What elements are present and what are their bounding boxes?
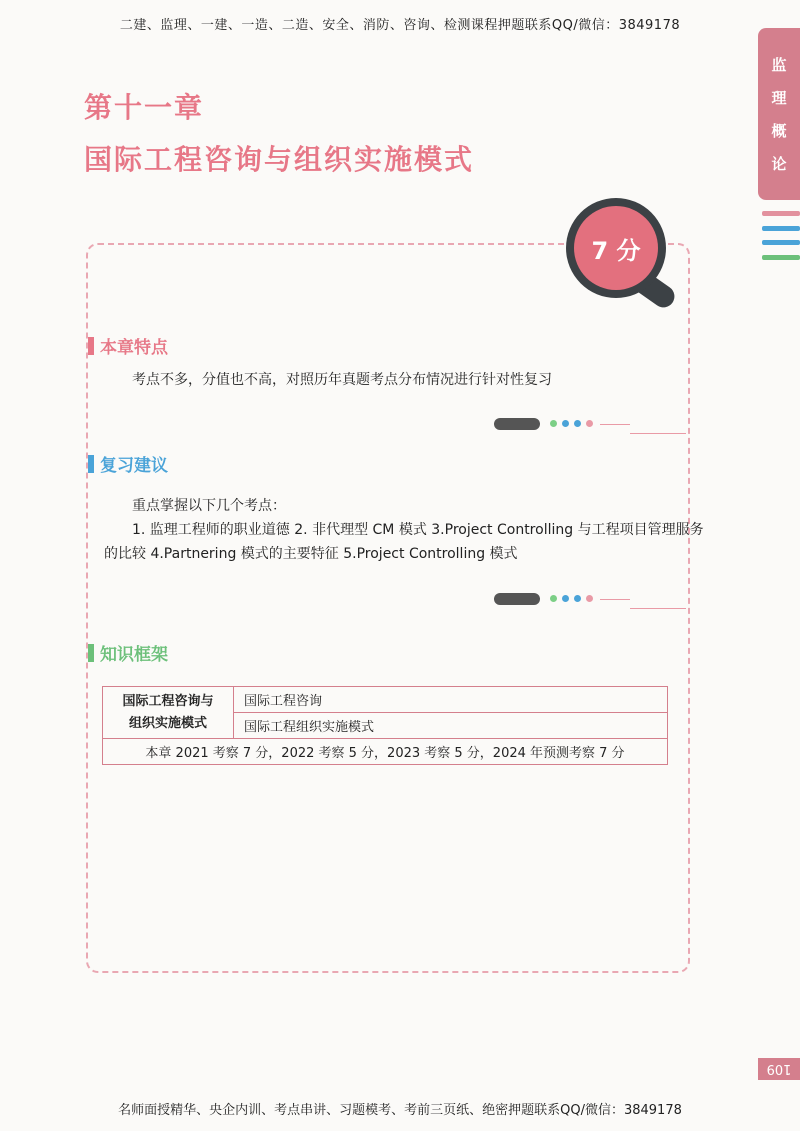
divider-line — [600, 424, 630, 425]
section-marker — [88, 455, 94, 473]
side-tab-char: 监 — [771, 56, 787, 74]
divider-dot — [586, 595, 593, 602]
section-heading-features — [88, 333, 168, 358]
section-title: 知识框架 — [100, 645, 168, 665]
score-badge: 7 分 — [574, 206, 658, 290]
side-stripe — [762, 255, 800, 260]
features-text: 考点不多，分值也不高，对照历年真题考点分布情况进行针对性复习 — [132, 372, 552, 388]
advice-intro: 重点掌握以下几个考点： — [132, 498, 286, 514]
divider-line — [630, 608, 686, 609]
side-tab — [758, 28, 800, 200]
chapter-number: 第十一章 — [84, 91, 205, 124]
advice-line: 1. 监理工程师的职业道德 2. 非代理型 CM 模式 3.Project Controlling 与工程项目管理服务 — [132, 522, 704, 538]
side-stripe — [762, 211, 800, 216]
chapter-title: 国际工程咨询与组织实施模式 — [84, 143, 475, 176]
framework-item: 国际工程组织实施模式 — [234, 713, 668, 739]
divider-dot — [550, 420, 557, 427]
divider-line — [630, 433, 686, 434]
divider-dot — [574, 420, 581, 427]
divider-dot — [562, 595, 569, 602]
divider-dot — [574, 595, 581, 602]
content-frame — [86, 243, 690, 973]
divider-pill — [494, 418, 540, 430]
advice-line: 的比较 4.Partnering 模式的主要特征 5.Project Controlling 模式 — [104, 546, 518, 562]
section-marker — [88, 337, 94, 355]
framework-root-line: 国际工程咨询与 — [122, 693, 214, 709]
section-marker — [88, 644, 94, 662]
framework-root-line: 组织实施模式 — [128, 715, 207, 731]
header-advertisement: 二建、监理、一建、一造、二造、安全、消防、咨询、检测课程押题联系QQ/微信：3849178 — [119, 18, 681, 33]
framework-item: 国际工程咨询 — [234, 687, 668, 713]
section-title: 复习建议 — [100, 456, 168, 476]
section-heading-advice — [88, 451, 168, 476]
side-stripe — [762, 240, 800, 245]
section-title: 本章特点 — [100, 338, 168, 358]
section-heading-framework — [88, 640, 168, 665]
divider-pill — [494, 593, 540, 605]
divider-line — [600, 599, 630, 600]
side-tab-char: 论 — [771, 155, 787, 173]
divider-dot — [586, 420, 593, 427]
divider-dot — [562, 420, 569, 427]
knowledge-framework-table — [102, 686, 668, 765]
side-tab-char: 理 — [771, 89, 787, 107]
footer-advertisement: 名师面授精华、央企内训、考点串讲、习题模考、考前三页纸、绝密押题联系QQ/微信：3849178 — [118, 1103, 682, 1118]
framework-root — [103, 687, 234, 739]
page-number: 109 — [758, 1058, 800, 1080]
side-stripe — [762, 226, 800, 231]
divider-dot — [550, 595, 557, 602]
exam-note: 本章 2021 考察 7 分，2022 考察 5 分，2023 考察 5 分，2024 年预测考察 7 分 — [103, 739, 668, 765]
side-tab-char: 概 — [771, 122, 787, 140]
